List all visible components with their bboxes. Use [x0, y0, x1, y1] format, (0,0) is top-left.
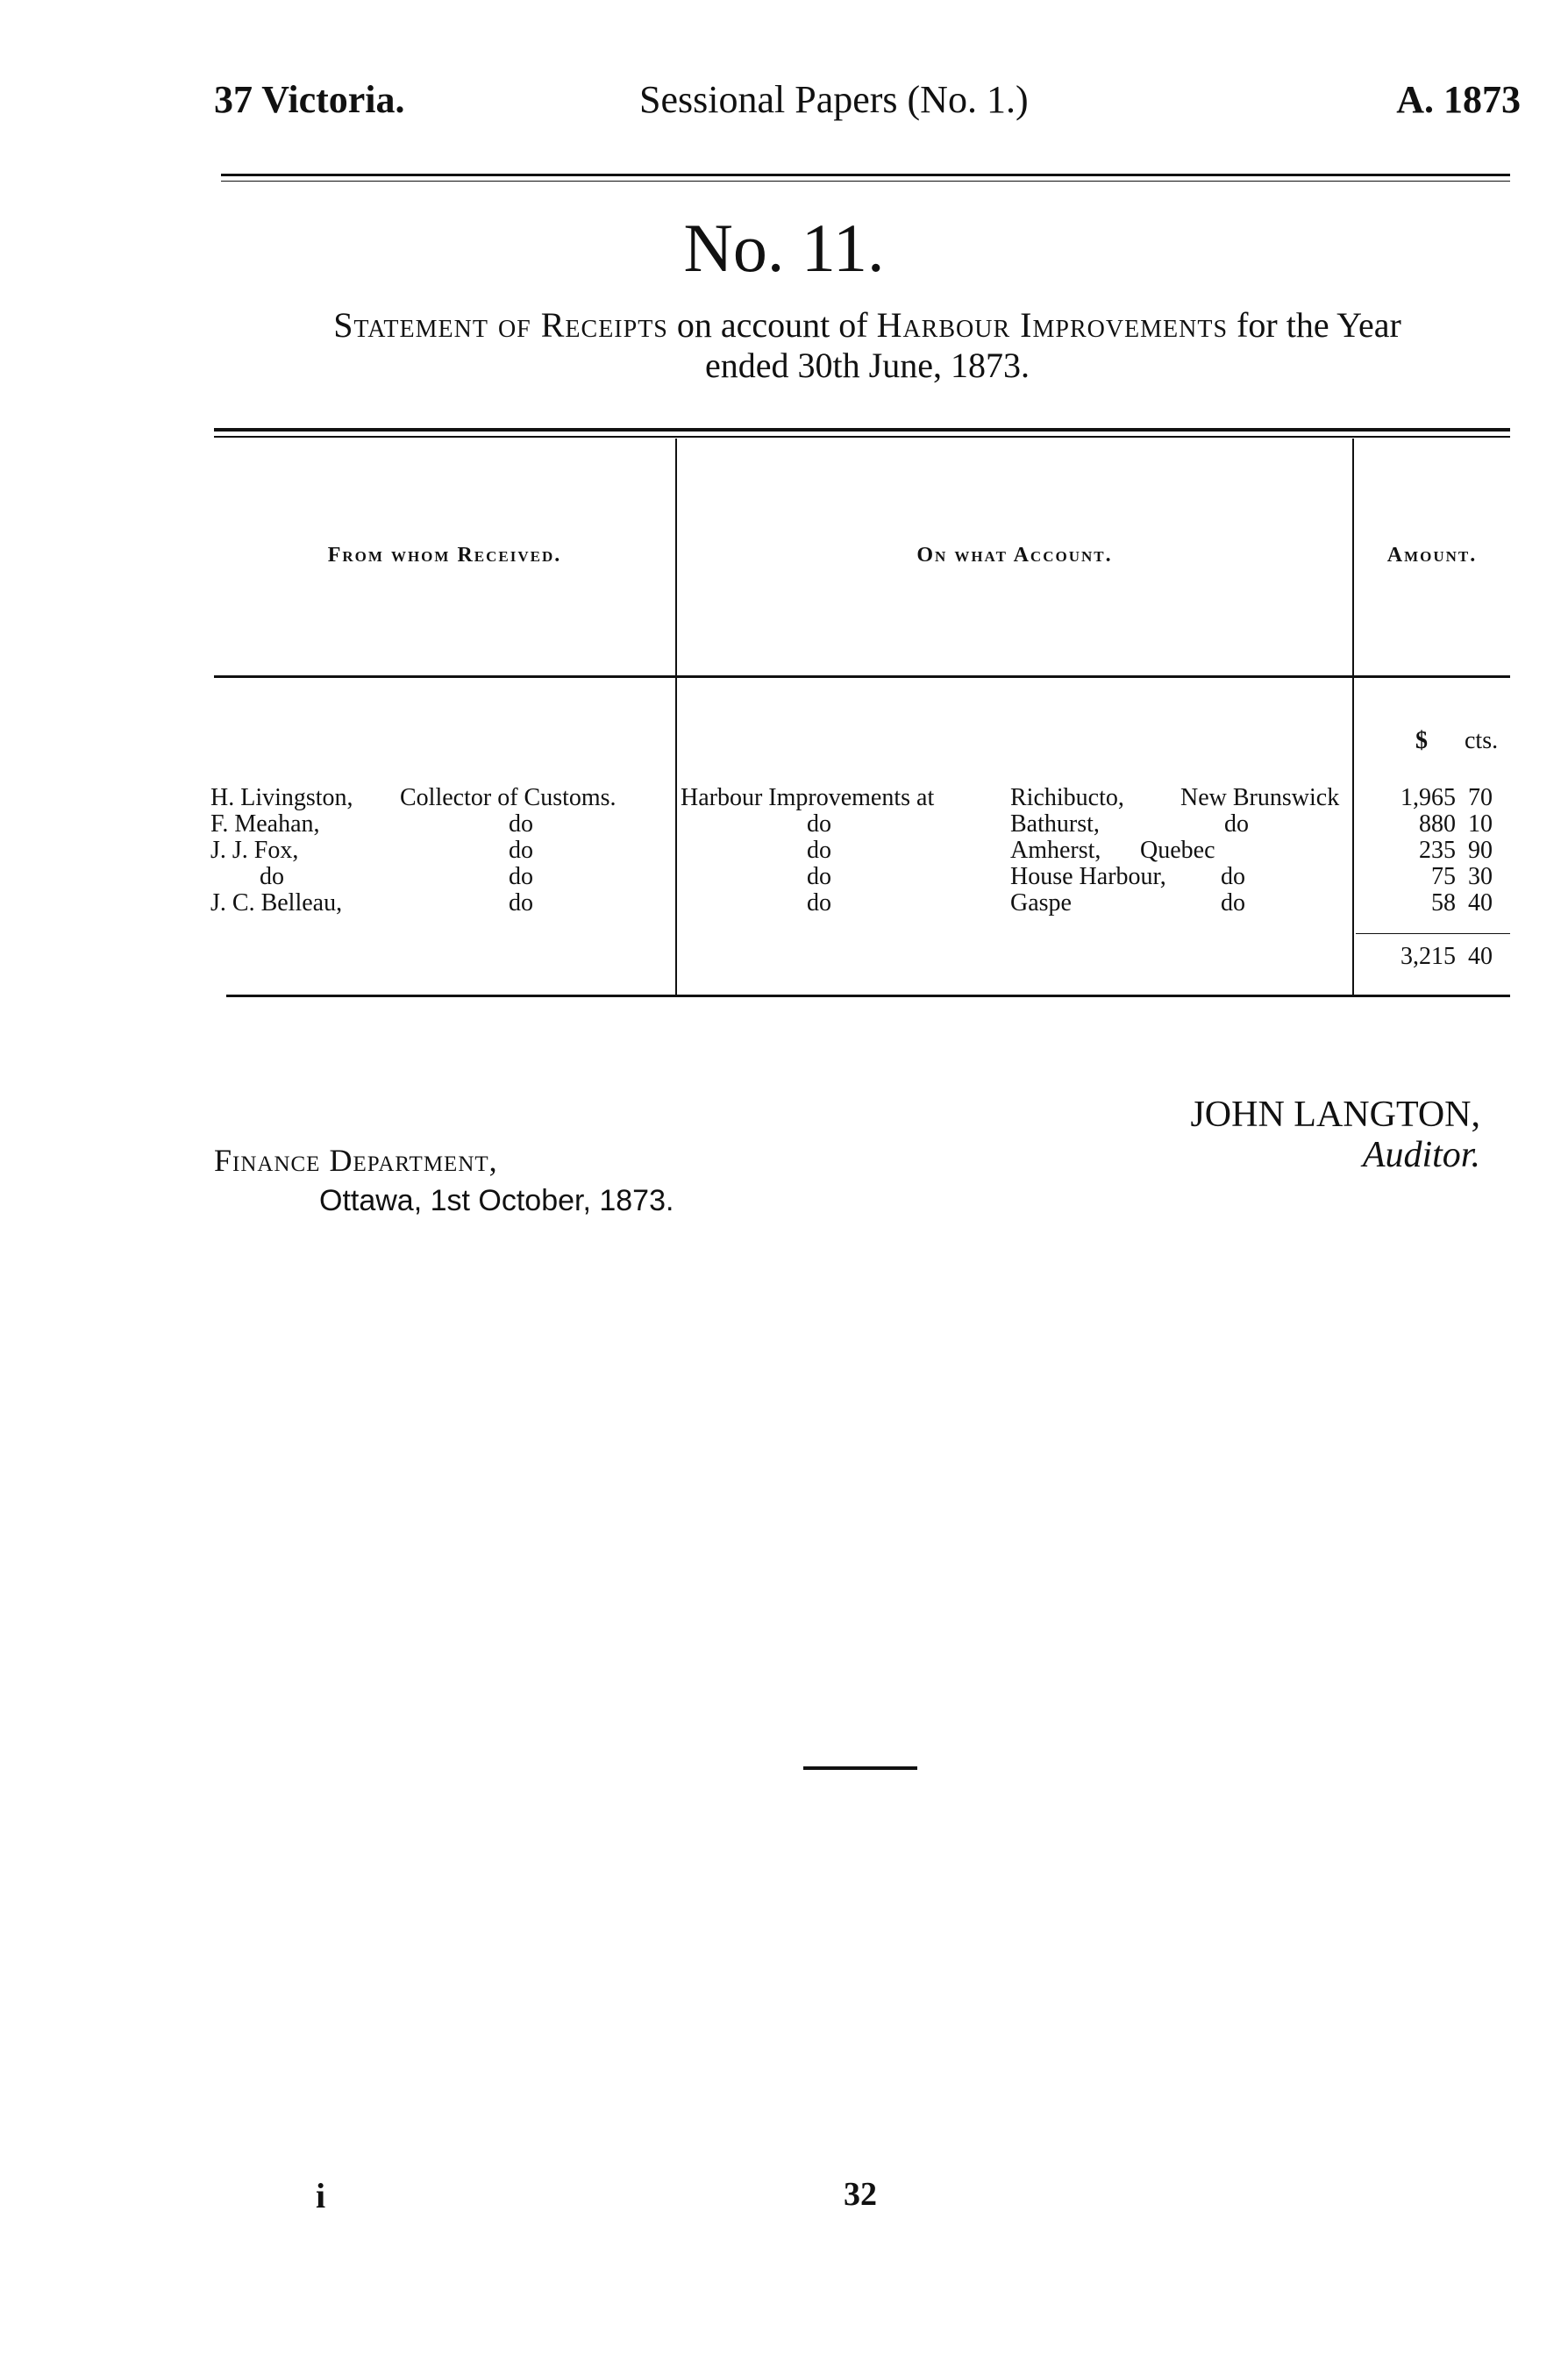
signer-title: Auditor. [1362, 1135, 1480, 1175]
header-bottom-rule [214, 675, 1510, 678]
table-row-3-name: J. J. Fox, [210, 837, 299, 864]
cents-unit: cts. [1465, 727, 1499, 754]
document-number: No. 11. [683, 210, 885, 286]
title-part-on-account: on account of [676, 305, 868, 345]
title-part-statement: Statement of Receipts [333, 305, 668, 345]
table-row-3-place: Amherst, [1010, 837, 1101, 864]
footer-signature-mark: i [316, 2176, 326, 2215]
header-amount: Amount. [1386, 544, 1478, 567]
table-row-1-account: Harbour Improvements at [681, 784, 935, 811]
table-row-2-province: do [1224, 810, 1249, 838]
table-row-2-dollars: 880 [1419, 810, 1456, 838]
statement-title [214, 305, 1521, 386]
table-row-2-account: do [807, 810, 831, 838]
table-row-1-role: Collector of Customs. [400, 784, 617, 811]
table-row-5-province: do [1221, 889, 1245, 917]
page-number: 32 [844, 2176, 877, 2213]
total-dollars: 3,215 [1401, 943, 1456, 970]
signature-block [1059, 1095, 1480, 1175]
table-row-1-dollars: 1,965 [1401, 784, 1456, 811]
table-row-3-role: do [509, 837, 533, 864]
table-row-2-cents: 10 [1468, 810, 1493, 838]
table-row-2-place: Bathurst, [1010, 810, 1100, 838]
table-row-1-place: Richibucto, [1010, 784, 1124, 811]
table-bottom-rule [226, 995, 1510, 997]
table-row-5-cents: 40 [1468, 889, 1493, 917]
table-row-3-province: Quebec [1140, 837, 1215, 864]
table-row-5-role: do [509, 889, 533, 917]
year-label: A. 1873 [1396, 78, 1521, 121]
table-row-5-place: Gaspe [1010, 889, 1072, 917]
table-row-2-role: do [509, 810, 533, 838]
running-head [214, 77, 1521, 130]
header-rule-thin [221, 181, 1510, 182]
column-divider-1 [675, 439, 677, 995]
ottawa-date: Ottawa, 1st October, 1873. [319, 1184, 674, 1217]
table-row-5-account: do [807, 889, 831, 917]
title-part-year: for the Year [1237, 305, 1401, 345]
total-rule [1356, 933, 1510, 934]
table-row-1-name: H. Livingston, [210, 784, 353, 811]
table-row-4-province: do [1221, 863, 1245, 890]
table-row-1-province: New Brunswick [1180, 784, 1340, 811]
column-divider-2 [1352, 439, 1354, 995]
table-row-3-cents: 90 [1468, 837, 1493, 864]
title-line-2: ended 30th June, 1873. [705, 346, 1030, 385]
table-row-1-cents: 70 [1468, 784, 1493, 811]
header-on-what-account: On what Account. [916, 544, 1113, 567]
header-rule-thick [221, 174, 1510, 176]
table-row-4-role: do [509, 863, 533, 890]
session-label: 37 Victoria. [214, 78, 405, 121]
table-row-4-place: House Harbour, [1010, 863, 1166, 890]
sessional-papers-label: Sessional Papers (No. 1.) [639, 78, 1029, 121]
header-from-whom: From whom Received. [327, 544, 562, 567]
signer-name: JOHN LANGTON, [1190, 1095, 1480, 1135]
closing-rule [803, 1766, 917, 1770]
total-cents: 40 [1468, 943, 1493, 970]
table-row-4-account: do [807, 863, 831, 890]
table-row-2-name: F. Meahan, [210, 810, 320, 838]
table-top-rule-thick [214, 428, 1510, 432]
dollar-sign: $ [1415, 727, 1428, 754]
table-row-4-cents: 30 [1468, 863, 1493, 890]
title-part-harbour: Harbour Improvements [876, 305, 1229, 345]
table-row-3-account: do [807, 837, 831, 864]
dateline [214, 1140, 674, 1221]
table-row-4-dollars: 75 [1431, 863, 1456, 890]
table-top-rule-thin [214, 436, 1510, 438]
table-row-4-name: do [260, 863, 284, 890]
table-row-5-name: J. C. Belleau, [210, 889, 343, 917]
finance-department: Finance Department, [214, 1143, 498, 1178]
table-row-3-dollars: 235 [1419, 837, 1456, 864]
table-row-5-dollars: 58 [1431, 889, 1456, 917]
